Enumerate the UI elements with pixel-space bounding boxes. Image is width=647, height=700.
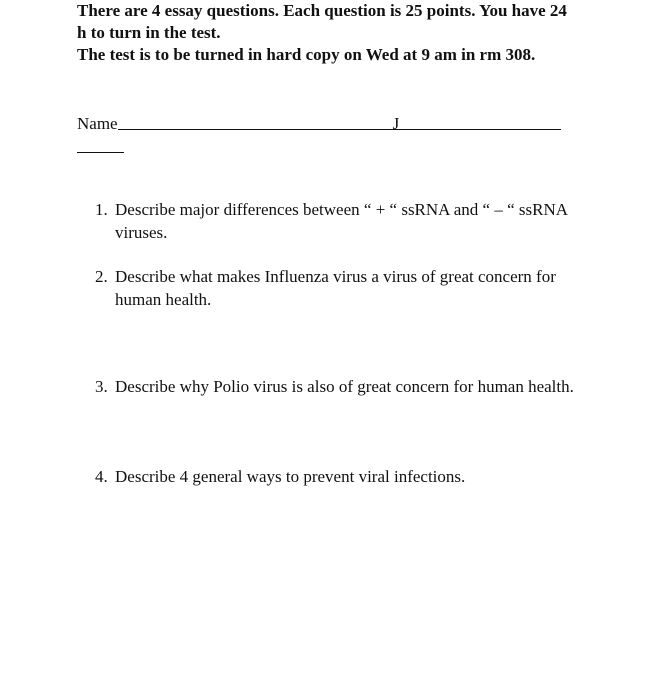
question-number: 4.	[95, 467, 108, 486]
question-number: 3.	[95, 377, 108, 396]
question-text: Describe major differences between “ + “ ssRNA and “ – “ ssRNA viruses.	[115, 200, 568, 242]
question-text: Describe 4 general ways to prevent viral infections.	[115, 467, 466, 486]
instructions-line-2: The test is to be turned in hard copy on Wed at 9 am in rm 308.	[77, 45, 536, 64]
instructions-line-1: There are 4 essay questions. Each question is 25 points. You have 24 h to turn in the test.	[77, 1, 567, 42]
question-number: 1.	[95, 200, 108, 219]
question-item	[95, 265, 595, 311]
name-label: Name	[77, 114, 118, 133]
test-instructions	[77, 0, 577, 66]
question-text: Describe why Polio virus is also of great concern for human health.	[115, 377, 574, 396]
question-item	[95, 198, 595, 244]
question-number: 2.	[95, 267, 108, 286]
second-blank-line	[399, 113, 561, 130]
name-blank-line	[118, 113, 393, 130]
question-text: Describe what makes Influenza virus a virus of great concern for human health.	[115, 267, 556, 309]
question-item	[95, 465, 595, 488]
name-field-separator: J	[392, 114, 400, 133]
short-blank-line	[77, 152, 124, 153]
question-item	[95, 375, 595, 398]
name-field-row	[77, 113, 577, 135]
